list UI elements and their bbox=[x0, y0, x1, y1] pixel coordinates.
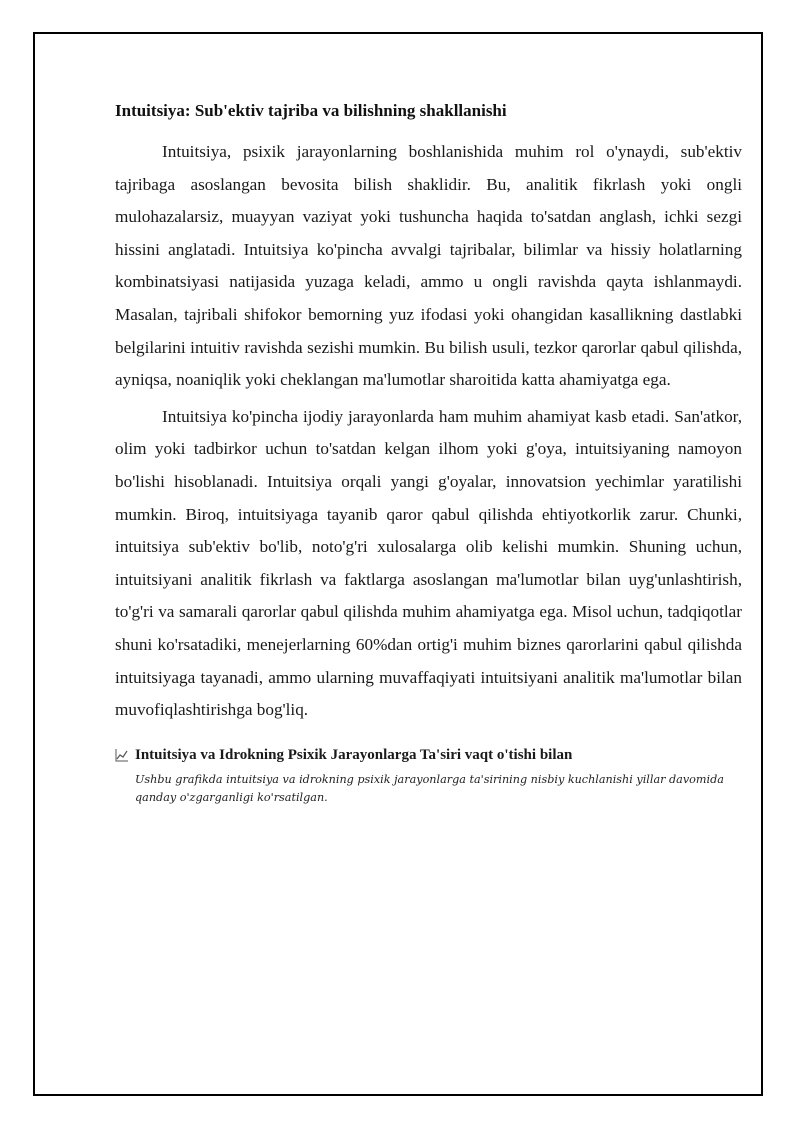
paragraph-2: Intuitsiya ko'pincha ijodiy jarayonlarda ham muhim ahamiyat kasb etadi. San'atkor, olim yoki tadbirkor uchun to'satdan kelgan ilhom yoki g'oya, intuitsiyaning namoyon bo'lishi hisoblanadi. Intuitsiya orqali yangi g'oyalar, innovatsion yechimlar yaratilishi mumkin. Biroq, intuitsiyaga tayanib qaror qabul qilishda ehtiyotkorlik zarur. Chunki, intuitsiya sub'ektiv bo'lib, noto'g'ri xulosalarga olib kelishi mumkin. Shuning uchun, intuitsiyani analitik fikrlash va faktlarga asoslangan ma'lumotlar bilan uyg'unlashtirish, to'g'ri va samarali qarorlar qabul qilishda muhim ahamiyatga ega. Misol uchun, tadqiqotlar shuni ko'rsatadiki, menejerlarning 60%dan ortig'i muhim biznes qarorlarini qabul qilishda intuitsiyaga tayanadi, ammo ularning muvaffaqiyati intuitsiyani analitik ma'lumotlar bilan muvofiqlashtirishga bog'liq. bbox=[115, 406, 742, 720]
document-title: Intuitsiya: Sub'ektiv tajriba va bilishning shakllanishi bbox=[115, 101, 507, 120]
chart-increasing-icon bbox=[115, 748, 129, 762]
figure-heading-text: Intuitsiya va Idrokning Psixik Jarayonlarga Ta'siri vaqt o'tishi bilan bbox=[135, 746, 573, 763]
figure-heading bbox=[115, 745, 742, 765]
figure-caption: Ushbu grafikda intuitsiya va idrokning psixik jarayonlarga ta'sirining nisbiy kuchlanishi yillar davomida qanday o'zgarganligi ko'rsatilgan. bbox=[135, 772, 724, 804]
document-body bbox=[115, 100, 742, 807]
paragraph-1: Intuitsiya, psixik jarayonlarning boshlanishida muhim rol o'ynaydi, sub'ektiv tajribaga asoslangan bevosita bilish shaklidir. Bu, analitik fikrlash yoki ongli mulohazalarsiz, muayyan vaziyat yoki tushuncha haqida to'satdan anglash, ichki sezgi hissini anglatadi. Intuitsiya ko'pincha avvalgi tajribalar, bilimlar va hissiy holatlarning kombinatsiyasi natijasida yuzaga keladi, ammo u ongli ravishda qayta ishlanmaydi. Masalan, tajribali shifokor bemorning yuz ifodasi yoki ohangidan kasallikning dastlabki belgilarini intuitiv ravishda sezishi mumkin. Bu bilish usuli, tezkor qarorlar qabul qilishda, ayniqsa, noaniqlik yoki cheklangan ma'lumotlar sharoitida katta ahamiyatga ega. bbox=[115, 142, 742, 390]
